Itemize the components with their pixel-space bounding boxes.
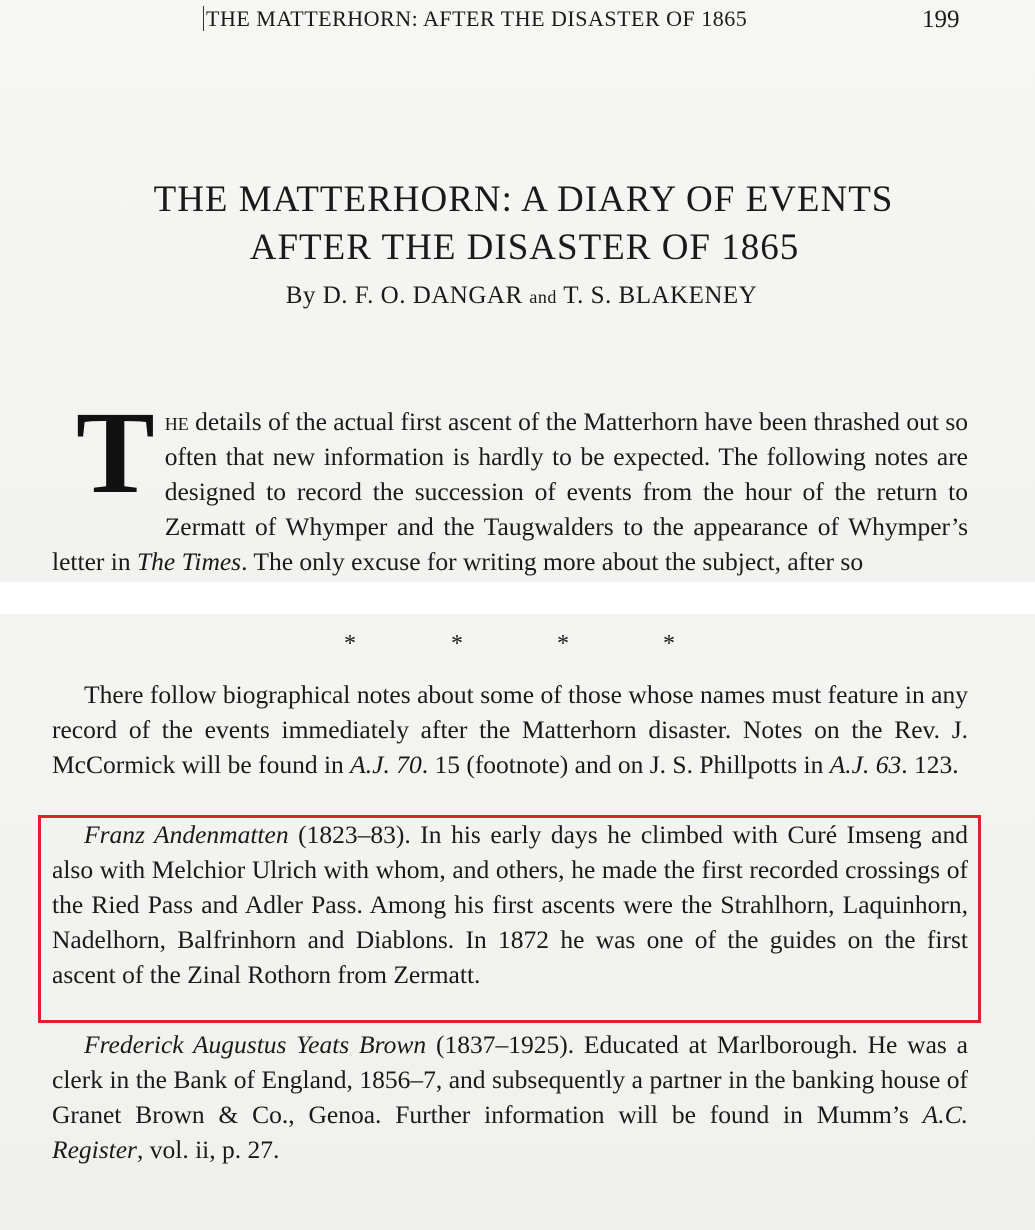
- opening-paragraph: [52, 386, 968, 579]
- intro-ref-1: A.J. 70: [350, 750, 422, 779]
- biographical-intro-paragraph: [52, 677, 968, 782]
- byline-by: By: [285, 282, 316, 309]
- byline-and: and: [529, 287, 557, 307]
- separator-asterisk: *: [344, 631, 356, 657]
- highlight-box: [38, 815, 981, 1023]
- byline-author-1: D. F. O. DANGAR: [322, 282, 523, 309]
- intro-text-2: . 15 (footnote) and on J. S. Phillpotts in: [421, 750, 830, 779]
- section-separator: [0, 631, 1035, 655]
- separator-asterisk: *: [557, 631, 569, 657]
- article-title: [0, 176, 1035, 272]
- running-head-title: THE MATTERHORN: AFTER THE DISASTER OF 1865: [206, 6, 748, 31]
- brown-entry: [52, 1027, 968, 1167]
- intro-text-3: . 123.: [901, 750, 959, 779]
- byline-author-2: T. S. BLAKENEY: [563, 282, 758, 309]
- separator-asterisk: *: [451, 631, 463, 657]
- running-head: [203, 6, 747, 32]
- brown-italic-register: A.C. Register: [52, 1100, 968, 1164]
- opening-italic-times: The Times: [136, 546, 242, 576]
- bleed-through-text: [0, 72, 6, 107]
- page-number: 199: [922, 6, 960, 33]
- drop-cap: T: [76, 386, 155, 518]
- article-title-line-1: THE MATTERHORN: A DIARY OF EVENTS: [153, 179, 894, 220]
- opening-text-2: . The only excuse for writing more about the subject, after so: [241, 546, 864, 576]
- brown-text-2: , vol. ii, p. 27.: [136, 1135, 280, 1164]
- drop-cap-continuation: he: [164, 406, 189, 436]
- andenmatten-text: (1823–83). In his early days he climbed with Curé Imseng and also with Melchior Ulrich with whom, and others, he made the first recorded crossings of the Ried Pass and Adler Pass. Among his first ascents were the Strahlhorn, Laquinhorn, Nadelhorn, Balfrinhorn and Diablons. In 1872 he was one of the guides on the first ascent of the Zinal Rothorn from Zermatt.: [52, 820, 969, 989]
- intro-ref-2: A.J. 63: [829, 750, 902, 779]
- brown-text-1: (1837–1925). Educated at Marlborough. He was a clerk in the Bank of England, 1856–7, and subsequently a partner in the banking house of Granet Brown & Co., Genoa. Further information will be found in Mumm’s: [52, 1030, 968, 1129]
- opening-text-1: details of the actual first ascent of the Matterhorn have been thrashed out so often that new information is hardly to be expected. The following notes are designed to record the succession of events from the hour of the return to Zermatt of Whymper and the Taugwalders to the appearance of Whymper’s letter in: [52, 406, 968, 576]
- byline: [0, 282, 1035, 310]
- intro-text-1: There follow biographical notes about some of those whose names must feature in any record of the events immediately after the Matterhorn disaster. Notes on the Rev. J. McCormick will be found in: [52, 680, 968, 779]
- separator-asterisk: *: [663, 631, 675, 657]
- andenmatten-name: Franz Andenmatten: [84, 820, 289, 849]
- top-scan-panel: [0, 0, 1035, 582]
- article-title-line-2: AFTER THE DISASTER OF 1865: [249, 227, 800, 268]
- brown-name: Frederick Augustus Yeats Brown: [84, 1030, 427, 1059]
